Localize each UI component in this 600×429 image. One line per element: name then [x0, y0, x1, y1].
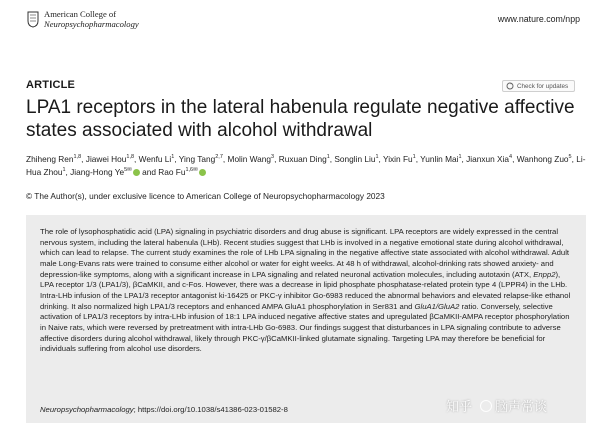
author-name[interactable]: Jiawei Hou	[85, 154, 127, 164]
acnp-logo-icon	[26, 11, 40, 27]
author-affiliation: 1	[375, 154, 379, 161]
author-name[interactable]: Rao Fu	[158, 167, 186, 177]
watermark-author: 脑声常谈	[495, 399, 548, 414]
author-name[interactable]: Jianxun Xia	[466, 154, 510, 164]
article-title: LPA1 receptors in the lateral habenula regulate negative affective states associated with alcohol withdrawal	[26, 97, 575, 141]
refresh-icon	[506, 82, 514, 90]
author-name[interactable]: Wenfu Li	[138, 154, 172, 164]
watermark-logo-icon	[480, 400, 492, 412]
publisher-name-line2: Neuropsychopharmacology	[44, 18, 139, 29]
author-name[interactable]: Songlin Liu	[334, 154, 376, 164]
copyright-notice: © The Author(s), under exclusive licence to American College of Neuropsychopharmacology 2023	[26, 191, 385, 201]
author-affiliation: 1,6✉	[185, 167, 198, 174]
author-name[interactable]: Yixin Fu	[382, 154, 413, 164]
author-affiliation: 4	[509, 154, 513, 161]
zhihu-watermark	[446, 396, 547, 415]
check-for-updates-label: Check for updates	[517, 82, 569, 90]
author-affiliation: 1	[62, 167, 66, 174]
orcid-icon[interactable]	[133, 169, 140, 176]
author-name[interactable]: Wanhong Zuo	[516, 154, 569, 164]
abstract-panel	[26, 215, 586, 423]
author-list: Zhiheng Ren$^{1,8}$, Jiawei Hou$^{1,8}$, Wenfu Li$^1$, Ying Tang$^{2,7}$, Molin Wang$^3$, Ruxuan Ding$^1$, Songlin Liu$^1$, Yixin Fu$^1$, Yunlin Mai$^1$, Jianxun Xia$^4$, Wanhong Zuo$^5$, Li-Hua Zhou$^1$, Jiang-Hong $Ye^{5✉}$ and Rao $Fu^{1,6✉}$	[26, 154, 586, 177]
journal-header	[26, 10, 580, 36]
author-affiliation: 5	[568, 154, 572, 161]
author-affiliation: 1	[458, 154, 462, 161]
journal-site-link[interactable]: www.nature.com/npp	[497, 14, 580, 24]
author-affiliation: 2,7	[215, 154, 223, 161]
citation-journal: Neuropsychopharmacology	[40, 405, 134, 414]
citation-doi: ; https://doi.org/10.1038/s41386-023-01582-8	[133, 405, 288, 414]
author-affiliation: 5✉	[124, 167, 132, 174]
author-affiliation: 1	[412, 154, 416, 161]
author-affiliation: 1	[326, 154, 330, 161]
author-name[interactable]: Yunlin Mai	[420, 154, 459, 164]
author-affiliation: 1,8	[126, 154, 135, 161]
citation-line[interactable]	[40, 405, 288, 414]
author-affiliation: 1	[171, 154, 175, 161]
watermark-site: 知乎	[446, 399, 473, 414]
author-affiliation: 1,8	[73, 154, 82, 161]
publisher-logo[interactable]	[26, 10, 139, 29]
author-name[interactable]: Molin Wang	[227, 154, 272, 164]
author-name[interactable]: Jiang-Hong Ye	[70, 167, 125, 177]
orcid-icon[interactable]	[199, 169, 206, 176]
author-name[interactable]: Zhiheng Ren	[26, 154, 74, 164]
article-type-label: ARTICLE	[26, 79, 76, 91]
abstract-text: The role of lysophosphatidic acid (LPA) signaling in psychiatric disorders and drug abuse is significant. LPA receptors are widely expressed in the central nervous system, including the lateral habenula (LHb). Recent studies suggest that LHb is involved in a negative emotional state during alcohol withdrawal, which can lead to relapse. The current study examines the role of LHb LPA signaling in the negative affective state associated with alcohol withdrawal. Adult male Long-Evans rats were trained to consume either alcohol or water for eight weeks. At 48 h of withdrawal, alcohol-drinking rats showed anxiety- and depression-like symptoms, along with a significant increase in LPA signaling and related neuronal activation molecules, including autotaxin (ATX, Enpp2), LPA receptor 1/3 (LPA1/3), βCaMKII, and c-Fos. However, there was a decrease in lipid phosphate phosphatase-related protein type 4 (LPPR4) in the LHb. Intra-LHb infusion of the LPA1/3 receptor antagonist ki-16425 or PKC-γ inhibitor Go-6983 reduced the abnormal behaviors and elevated relapse-like ethanol drinking. It also normalized high LPA1/3 receptors and enhanced AMPA GluA1 phosphorylation in Ser831 and GluA1/GluA2 ratio. Conversely, selective activation of LPA1/3 receptors by intra-LHb infusion of 18:1 LPA induced negative affective states and upregulated βCaMKII-AMPA receptor phosphorylation in Naive rats, which were reversed by pretreatment with intra-LHb Go-6983. Our findings suggest that disturbances in LPA signaling contribute to adverse affective disorders during alcohol withdrawal, likely through PKC-γ/βCaMKII-linked glutamate signaling. Targeting LPA may therefore be beneficial for individuals suffering from alcohol use disorders.	[40, 227, 571, 354]
author-name[interactable]: Li-Hua Zhou	[26, 154, 586, 177]
check-for-updates-button[interactable]	[502, 80, 575, 92]
author-name[interactable]: Ying Tang	[178, 154, 216, 164]
publisher-name-line1: American College of	[44, 9, 117, 19]
author-affiliation: 3	[271, 154, 275, 161]
author-name[interactable]: Ruxuan Ding	[278, 154, 327, 164]
